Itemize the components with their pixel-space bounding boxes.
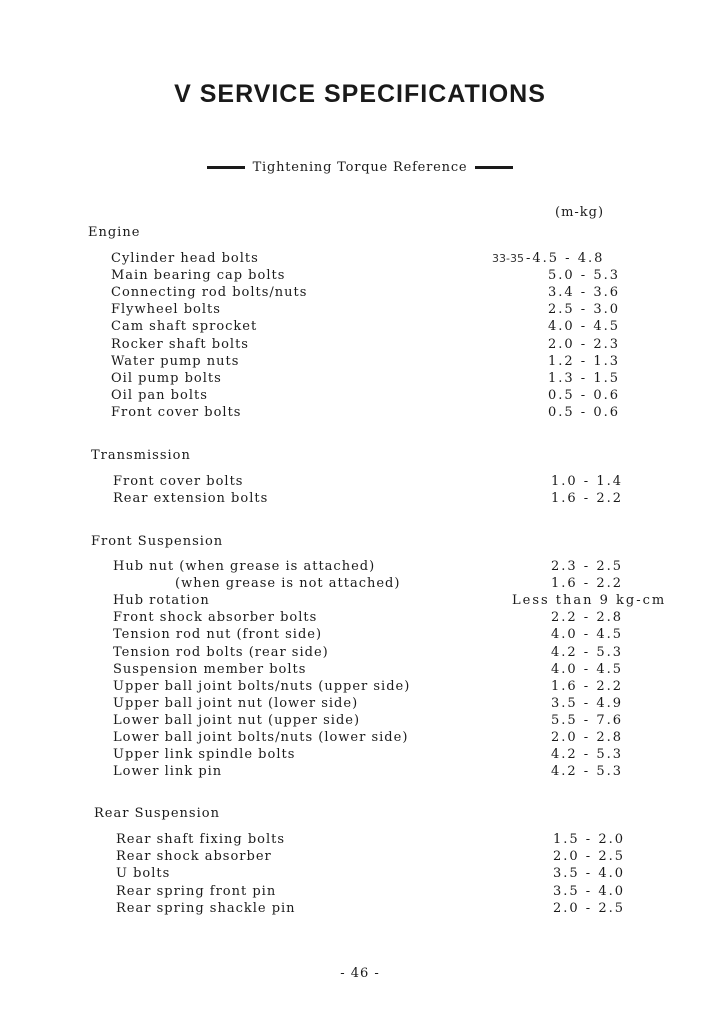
spec-value-text: 5.0 - 5.3 <box>548 268 621 284</box>
section-title-transmission: Transmission <box>91 448 191 463</box>
spec-value <box>548 387 620 404</box>
spec-row <box>0 353 720 370</box>
spec-value <box>551 695 623 712</box>
spec-value <box>553 848 625 865</box>
spec-value-text: 5.5 - 7.6 <box>551 712 624 728</box>
spec-value <box>551 626 623 643</box>
unit-label: (m-kg) <box>555 205 605 220</box>
spec-value <box>551 558 623 575</box>
spec-label: Cam shaft sprocket <box>111 319 258 335</box>
spec-label: Rear shock absorber <box>116 849 272 865</box>
spec-value <box>551 473 623 490</box>
spec-value-text: 4.2 - 5.3 <box>551 644 624 660</box>
spec-value <box>551 712 623 729</box>
spec-row <box>0 609 720 626</box>
spec-row <box>0 763 720 780</box>
spec-value <box>551 644 623 661</box>
spec-row <box>0 267 720 284</box>
spec-label: Oil pump bolts <box>111 370 222 386</box>
spec-value-text: 2.5 - 3.0 <box>548 302 621 318</box>
spec-label: U bolts <box>116 866 171 882</box>
spec-label: Rear spring front pin <box>116 883 277 899</box>
spec-label: Hub rotation <box>113 593 210 609</box>
spec-value <box>553 831 625 848</box>
spec-row <box>0 490 720 507</box>
spec-row <box>0 900 720 917</box>
spec-row <box>0 883 720 900</box>
spec-row <box>0 575 720 592</box>
spec-label: Rear extension bolts <box>113 491 269 507</box>
spec-value <box>551 661 623 678</box>
spec-value <box>548 301 620 318</box>
spec-row <box>0 695 720 712</box>
page-number: - 46 - <box>340 966 380 981</box>
spec-label: Upper link spindle bolts <box>113 747 296 763</box>
spec-value-text: 1.6 - 2.2 <box>551 576 624 592</box>
spec-value-text: 3.4 - 3.6 <box>548 285 621 301</box>
spec-row <box>0 626 720 643</box>
spec-value-text: 2.0 - 2.5 <box>553 900 626 916</box>
spec-value-text: 1.6 - 2.2 <box>551 678 624 694</box>
spec-value-text: 4.0 - 4.5 <box>551 627 624 643</box>
spec-row <box>0 250 720 267</box>
spec-value <box>548 284 620 301</box>
spec-row <box>0 746 720 763</box>
note-separator: - <box>525 251 533 266</box>
spec-row <box>0 712 720 729</box>
spec-row <box>0 848 720 865</box>
spec-label: Upper ball joint nut (lower side) <box>113 695 359 711</box>
spec-value-text: 2.0 - 2.3 <box>548 336 621 352</box>
section-title-engine: Engine <box>88 225 141 240</box>
spec-value-text: 0.5 - 0.6 <box>548 404 621 420</box>
spec-value-text: 2.2 - 2.8 <box>551 610 624 626</box>
spec-value <box>548 353 620 370</box>
spec-value <box>551 746 623 763</box>
right-rule <box>475 166 513 169</box>
spec-row <box>0 661 720 678</box>
spec-value <box>553 865 625 882</box>
spec-value-text: 1.6 - 2.2 <box>551 491 624 507</box>
spec-label: (when grease is not attached) <box>175 576 401 592</box>
spec-label: Rear spring shackle pin <box>116 900 296 916</box>
spec-label: Rear shaft fixing bolts <box>116 832 286 847</box>
spec-value <box>492 250 604 267</box>
spec-label: Lower ball joint bolts/nuts (lower side) <box>113 730 409 745</box>
spec-value <box>551 490 623 507</box>
spec-value <box>551 609 623 626</box>
spec-value-text: 3.5 - 4.9 <box>551 695 624 711</box>
spec-label: Hub nut (when grease is attached) <box>113 559 376 574</box>
spec-value <box>512 592 666 609</box>
spec-value-text: 0.5 - 0.6 <box>548 387 621 403</box>
spec-value <box>548 318 620 335</box>
spec-label: Connecting rod bolts/nuts <box>111 285 308 301</box>
spec-value <box>553 900 625 917</box>
spec-label: Front cover bolts <box>111 404 242 420</box>
spec-label: Lower ball joint nut (upper side) <box>113 712 361 728</box>
spec-label: Oil pan bolts <box>111 387 208 403</box>
spec-label: Front cover bolts <box>113 474 244 489</box>
spec-value <box>548 336 620 353</box>
spec-label: Cylinder head bolts <box>111 251 259 266</box>
spec-label: Water pump nuts <box>111 353 240 369</box>
spec-row <box>0 865 720 882</box>
spec-value-text: 4.2 - 5.3 <box>551 747 624 763</box>
left-rule <box>207 166 245 169</box>
spec-value-text: 1.5 - 2.0 <box>553 832 626 847</box>
spec-label: Lower link pin <box>113 764 223 780</box>
spec-label: Upper ball joint bolts/nuts (upper side) <box>113 678 411 694</box>
spec-label: Rocker shaft bolts <box>111 336 249 352</box>
spec-value <box>551 763 623 780</box>
spec-value <box>548 404 620 421</box>
spec-value-text: 2.0 - 2.8 <box>551 730 624 745</box>
spec-row <box>0 284 720 301</box>
spec-value <box>548 267 620 284</box>
spec-value <box>548 370 620 387</box>
spec-row <box>0 678 720 695</box>
spec-value-text: 4.5 - 4.8 <box>532 251 605 266</box>
spec-value-text: 1.2 - 1.3 <box>548 353 621 369</box>
spec-label: Flywheel bolts <box>111 302 221 318</box>
spec-value-text: 4.0 - 4.5 <box>548 319 621 335</box>
section-title-rear-suspension: Rear Suspension <box>94 806 220 821</box>
spec-label: Main bearing cap bolts <box>111 268 286 284</box>
spec-label: Tension rod nut (front side) <box>113 627 323 643</box>
spec-value <box>551 575 623 592</box>
spec-row <box>0 729 720 746</box>
subtitle-text: Tightening Torque Reference <box>252 160 468 175</box>
spec-row <box>0 558 720 575</box>
section-title-front-suspension: Front Suspension <box>91 534 224 549</box>
spec-row <box>0 301 720 318</box>
spec-value <box>551 729 623 746</box>
spec-value-text: 1.0 - 1.4 <box>551 474 624 489</box>
spec-label: Suspension member bolts <box>113 661 307 677</box>
spec-value-text: 4.0 - 4.5 <box>551 661 624 677</box>
page-title: V SERVICE SPECIFICATIONS <box>174 80 546 108</box>
spec-row <box>0 387 720 404</box>
spec-value-text: 3.5 - 4.0 <box>553 883 626 899</box>
spec-label: Tension rod bolts (rear side) <box>113 644 329 660</box>
spec-value-text: Less than 9 kg-cm <box>512 593 667 609</box>
spec-row <box>0 404 720 421</box>
spec-row <box>0 473 720 490</box>
spec-value <box>551 678 623 695</box>
spec-row <box>0 644 720 661</box>
spec-row <box>0 336 720 353</box>
spec-value <box>553 883 625 900</box>
spec-value-text: 2.0 - 2.5 <box>553 849 626 865</box>
spec-value-text: 1.3 - 1.5 <box>548 370 621 386</box>
spec-row <box>0 370 720 387</box>
spec-label: Front shock absorber bolts <box>113 610 318 626</box>
spec-value-text: 2.3 - 2.5 <box>551 559 624 574</box>
subtitle <box>0 160 720 175</box>
spec-row <box>0 831 720 848</box>
handwritten-note: 33-35 <box>492 252 524 265</box>
spec-row <box>0 318 720 335</box>
spec-value-text: 3.5 - 4.0 <box>553 866 626 882</box>
spec-row <box>0 592 720 609</box>
spec-value-text: 4.2 - 5.3 <box>551 764 624 780</box>
